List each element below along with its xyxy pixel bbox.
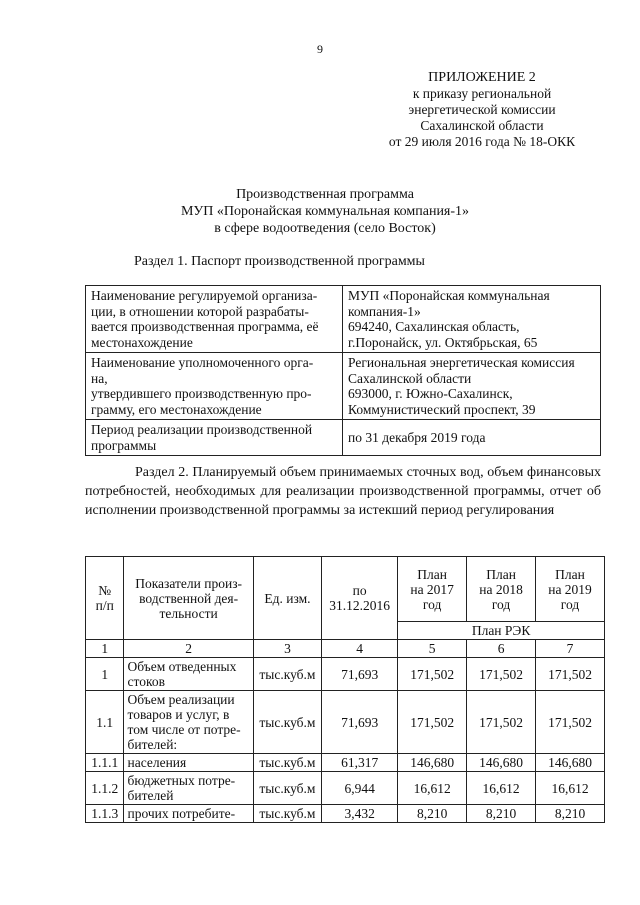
column-number: 3: [253, 640, 321, 658]
text-line: Наименование регулируемой организа-: [91, 288, 318, 303]
text-line: МУП «Поронайская коммунальная: [348, 288, 550, 303]
text-line: План: [555, 566, 585, 582]
column-number: 1: [86, 640, 124, 658]
header-2017: [398, 557, 467, 622]
text-line: местонахождение: [91, 334, 193, 350]
row-value-2016: 71,693: [322, 691, 398, 754]
text-line: по: [352, 583, 367, 598]
row-value-2018: 16,612: [467, 772, 536, 805]
production-table: [85, 556, 605, 823]
text-line: бителей: [127, 788, 174, 803]
text-line: грамму, его местонахождение: [91, 401, 262, 417]
column-number-row: [86, 640, 605, 658]
text-line: Сахалинской области: [348, 370, 472, 386]
row-value-2018: 171,502: [467, 691, 536, 754]
header-2016: [322, 557, 398, 640]
text-line: План: [417, 566, 447, 582]
row-indicator: [124, 691, 253, 754]
passport-value: [343, 353, 601, 420]
text-line: на 2017: [410, 581, 454, 597]
row-unit: тыс.куб.м: [253, 658, 321, 691]
text-line: Объем реализации: [127, 692, 235, 707]
column-number: 6: [467, 640, 536, 658]
text-line: г.Поронайск, ул. Октябрьская, 65: [348, 334, 538, 350]
header-unit: Ед. изм.: [253, 557, 321, 640]
passport-table: [85, 285, 601, 456]
row-unit: тыс.куб.м: [253, 805, 321, 823]
text-line: Показатели произ-: [135, 575, 243, 591]
row-num: 1: [86, 658, 124, 691]
row-unit: тыс.куб.м: [253, 691, 321, 754]
row-value-2019: 171,502: [536, 691, 605, 754]
column-number: 2: [124, 640, 253, 658]
text-line: программы: [91, 437, 157, 453]
row-value-2018: 146,680: [467, 754, 536, 772]
text-line: год: [491, 596, 511, 612]
row-indicator: [124, 772, 253, 805]
text-line: №: [98, 583, 112, 598]
text-line: тельности: [159, 605, 218, 621]
header-plan-rek: План РЭК: [398, 622, 605, 640]
column-number: 4: [322, 640, 398, 658]
appendix-line: к приказу региональной: [412, 86, 552, 101]
row-value-2018: 8,210: [467, 805, 536, 823]
row-indicator: [124, 658, 253, 691]
passport-value: [343, 420, 601, 456]
row-unit: тыс.куб.м: [253, 772, 321, 805]
row-value-2017: 16,612: [398, 772, 467, 805]
text-line: компания-1»: [348, 303, 421, 319]
text-line: 694240, Сахалинская область,: [348, 319, 520, 334]
passport-label: [86, 420, 343, 456]
row-num: 1.1.3: [86, 805, 124, 823]
table-row: [86, 658, 605, 691]
text-line: водственной дея-: [139, 590, 239, 606]
row-value-2017: 171,502: [398, 658, 467, 691]
table-row: [86, 691, 605, 754]
text-line: стоков: [127, 674, 165, 689]
passport-value: [343, 286, 601, 353]
row-value-2016: 71,693: [322, 658, 398, 691]
table-row: [86, 754, 605, 772]
text-line: Наименование уполномоченного орга-: [91, 355, 314, 370]
row-value-2016: 3,432: [322, 805, 398, 823]
text-line: ции, в отношении которой разрабаты-: [91, 303, 309, 319]
text-line: 31.12.2016: [329, 598, 391, 613]
title-line: МУП «Поронайская коммунальная компания-1»: [180, 204, 470, 219]
text-line: на 2019: [548, 581, 592, 597]
header-num: [86, 557, 124, 640]
appendix-heading: ПРИЛОЖЕНИЕ 2: [428, 70, 536, 85]
row-value-2017: 146,680: [398, 754, 467, 772]
text-line: год: [560, 596, 580, 612]
passport-label: [86, 286, 343, 353]
text-line: План: [486, 566, 516, 582]
row-num: 1.1.1: [86, 754, 124, 772]
text-line: утвердившего производственную про-: [91, 386, 312, 401]
text-line: 693000, г. Южно-Сахалинск,: [348, 386, 513, 401]
table-row: [86, 805, 605, 823]
passport-row: [86, 420, 601, 456]
text-line: товаров и услуг, в: [127, 707, 230, 722]
row-num: 1.1: [86, 691, 124, 754]
text-line: на 2018: [479, 581, 523, 597]
row-indicator: [124, 805, 253, 823]
text-line: населения: [127, 755, 187, 770]
title-line: в сфере водоотведения (село Восток): [214, 221, 436, 236]
header-indicator: [124, 557, 253, 640]
row-value-2019: 146,680: [536, 754, 605, 772]
section1-heading: Раздел 1. Паспорт производственной программы: [134, 254, 425, 269]
column-number: 7: [536, 640, 605, 658]
table-header-row: [86, 557, 605, 622]
row-unit: тыс.куб.м: [253, 754, 321, 772]
appendix-line: энергетической комиссии: [408, 102, 556, 117]
row-value-2019: 16,612: [536, 772, 605, 805]
text-line: год: [422, 596, 442, 612]
row-value-2019: 8,210: [536, 805, 605, 823]
section2-text: Раздел 2. Планируемый объем принимаемых сточных вод, объем финансовых потребностей, необходимых для реализации производственной программы, отчет об исполнении производственной программы за истекший период регулирования: [85, 465, 601, 518]
row-num: 1.1.2: [86, 772, 124, 805]
table-row: [86, 772, 605, 805]
row-value-2017: 171,502: [398, 691, 467, 754]
text-line: по 31 декабря 2019 года: [348, 429, 486, 445]
document-title: [150, 186, 500, 237]
row-indicator: [124, 754, 253, 772]
text-line: прочих потребите-: [127, 806, 236, 821]
text-line: бюджетных потре-: [127, 773, 236, 788]
header-2019: [536, 557, 605, 622]
row-value-2018: 171,502: [467, 658, 536, 691]
row-value-2019: 171,502: [536, 658, 605, 691]
passport-row: [86, 286, 601, 353]
passport-row: [86, 353, 601, 420]
title-line: Производственная программа: [236, 187, 414, 202]
row-value-2017: 8,210: [398, 805, 467, 823]
text-line: Период реализации производственной: [91, 422, 313, 437]
text-line: том числе от потре-: [127, 722, 241, 737]
text-line: вается производственная программа, её: [91, 319, 319, 334]
row-value-2016: 61,317: [322, 754, 398, 772]
text-line: Объем отведенных: [127, 659, 237, 674]
header-2018: [467, 557, 536, 622]
passport-label: [86, 353, 343, 420]
row-value-2016: 6,944: [322, 772, 398, 805]
column-number: 5: [398, 640, 467, 658]
text-line: п/п: [95, 598, 114, 613]
appendix-line: от 29 июля 2016 года № 18-ОКК: [388, 134, 576, 149]
text-line: бителей:: [127, 737, 178, 752]
text-line: Региональная энергетическая комиссия: [348, 355, 575, 370]
page-number: 9: [317, 42, 323, 56]
text-line: Коммунистический проспект, 39: [348, 401, 536, 417]
appendix-block: [372, 70, 592, 150]
appendix-line: Сахалинской области: [420, 118, 544, 133]
text-line: на,: [91, 370, 108, 386]
